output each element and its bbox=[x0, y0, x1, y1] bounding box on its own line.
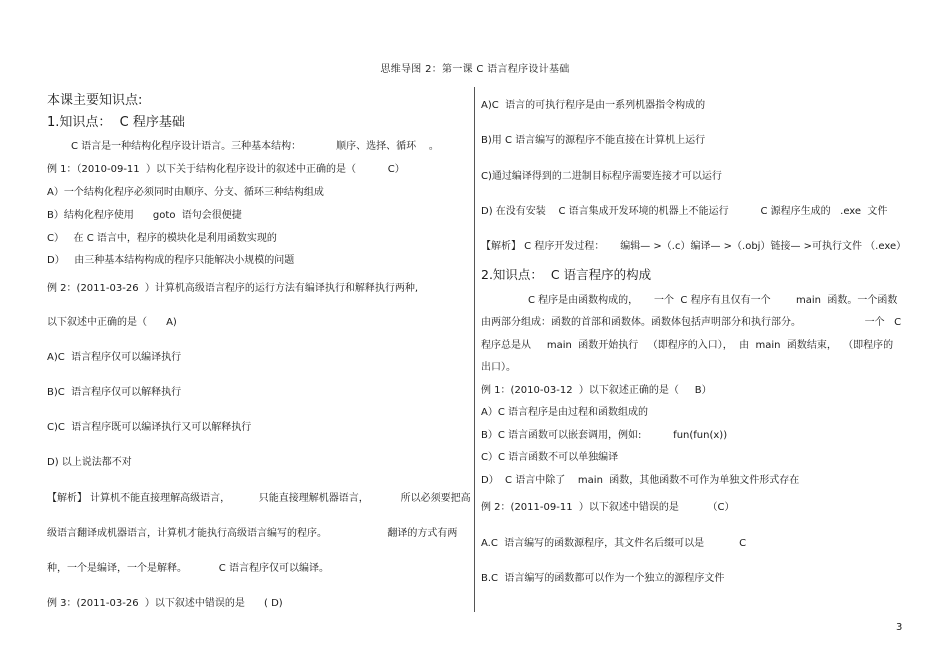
s2-ex1-option-d: D） C 语言中除了 main 函数，其他函数不可作为单独文件形式存在 bbox=[481, 475, 800, 486]
s2-ex2-question: 例 2：(2011-09-11 ）以下叙述中错误的是 （C） bbox=[481, 502, 735, 513]
ex3-analysis: 【解析】 C 程序开发过程： 编辑— >（.c）编译— >（.obj）链接— >可执行文件 （.exe） bbox=[481, 241, 907, 252]
section2-para-line1: C 程序是由函数构成的， 一个 C 程序有且仅有一个 main 函数。一个函数 bbox=[528, 295, 898, 306]
s2-ex1-option-c: C）C 语言函数不可以单独编译 bbox=[481, 452, 619, 463]
ex3-option-c: C)通过编译得到的二进制目标程序需要连接才可以运行 bbox=[481, 171, 722, 182]
s2-ex1-option-b: B）C 语言函数可以嵌套调用，例如: fun(fun(x)) bbox=[481, 430, 728, 441]
section2-para-line4: 出口）。 bbox=[481, 362, 516, 373]
ex1-option-c: C） 在 C 语言中，程序的模块化是利用函数实现的 bbox=[47, 233, 277, 244]
section2-title: 2.知识点： C 语言程序的构成 bbox=[481, 267, 652, 282]
ex3-option-a: A)C 语言的可执行程序是由一系列机器指令构成的 bbox=[481, 100, 706, 111]
section1-title: 1.知识点： C 程序基础 bbox=[47, 115, 185, 130]
ex3-option-d: D) 在没有安装 C 语言集成开发环境的机器上不能运行 C 源程序生成的 .exe 文件 bbox=[481, 206, 888, 217]
ex1-option-a: A）一个结构化程序必须同时由顺序、分支、循环三种结构组成 bbox=[47, 187, 324, 198]
ex1-option-d: D） 由三种基本结构构成的程序只能解决小规模的问题 bbox=[47, 255, 295, 266]
ex2-option-c: C)C 语言程序既可以编译执行又可以解释执行 bbox=[47, 422, 252, 433]
s2-ex1-option-a: A）C 语言程序是由过程和函数组成的 bbox=[481, 407, 649, 418]
lesson-heading: 本课主要知识点: bbox=[47, 93, 143, 108]
section2-para-line2: 由两部分组成：函数的首部和函数体。函数体包括声明部分和执行部分。 一个 C bbox=[481, 317, 902, 328]
analysis-line3: 种，一个是编译，一个是解释。 C 语言程序仅可以编译。 bbox=[47, 563, 329, 574]
ex1-question: 例 1：（2010-09-11 ）以下关于结构化程序设计的叙述中正确的是（ C） bbox=[47, 164, 405, 175]
s2-ex1-question: 例 1：(2010-03-12 ）以下叙述正确的是（ B） bbox=[481, 385, 712, 396]
ex1-option-b: B）结构化程序使用 goto 语句会很便捷 bbox=[47, 210, 242, 221]
analysis-line2: 级语言翻译成机器语言，计算机才能执行高级语言编写的程序。 翻译的方式有两 bbox=[47, 528, 458, 539]
ex3-option-b: B)用 C 语言编写的源程序不能直接在计算机上运行 bbox=[481, 135, 706, 146]
ex2-option-b: B)C 语言程序仅可以解释执行 bbox=[47, 387, 182, 398]
s2-ex2-option-a: A.C 语言编写的函数源程序，其文件名后缀可以是 C bbox=[481, 538, 747, 549]
ex2-question-line1: 例 2：(2011-03-26 ）计算机高级语言程序的运行方法有编译执行和解释执行两种, bbox=[47, 283, 419, 294]
analysis-line1: 【解析】 计算机不能直接理解高级语言， 只能直接理解机器语言， 所以必须要把高 bbox=[47, 493, 471, 504]
ex3-question: 例 3：(2011-03-26 ）以下叙述中错误的是 ( D) bbox=[47, 598, 283, 609]
page-number: 3 bbox=[896, 622, 903, 633]
s2-ex2-option-b: B.C 语言编写的函数都可以作为一个独立的源程序文件 bbox=[481, 573, 725, 584]
page-title: 思维导图 2：第一课 C 语言程序设计基础 bbox=[380, 64, 570, 75]
ex2-question-line2: 以下叙述中正确的是（ A) bbox=[47, 317, 177, 328]
section2-para-line3: 程序总是从 main 函数开始执行 （即程序的入口）， 由 main 函数结束， （即程序的 bbox=[481, 340, 894, 351]
ex2-option-d: D) 以上说法都不对 bbox=[47, 457, 132, 468]
column-divider bbox=[474, 87, 475, 612]
section1-intro: C 语言是一种结构化程序设计语言。三种基本结构： 顺序、选择、循环 。 bbox=[71, 141, 439, 152]
ex2-option-a: A)C 语言程序仅可以编译执行 bbox=[47, 352, 182, 363]
